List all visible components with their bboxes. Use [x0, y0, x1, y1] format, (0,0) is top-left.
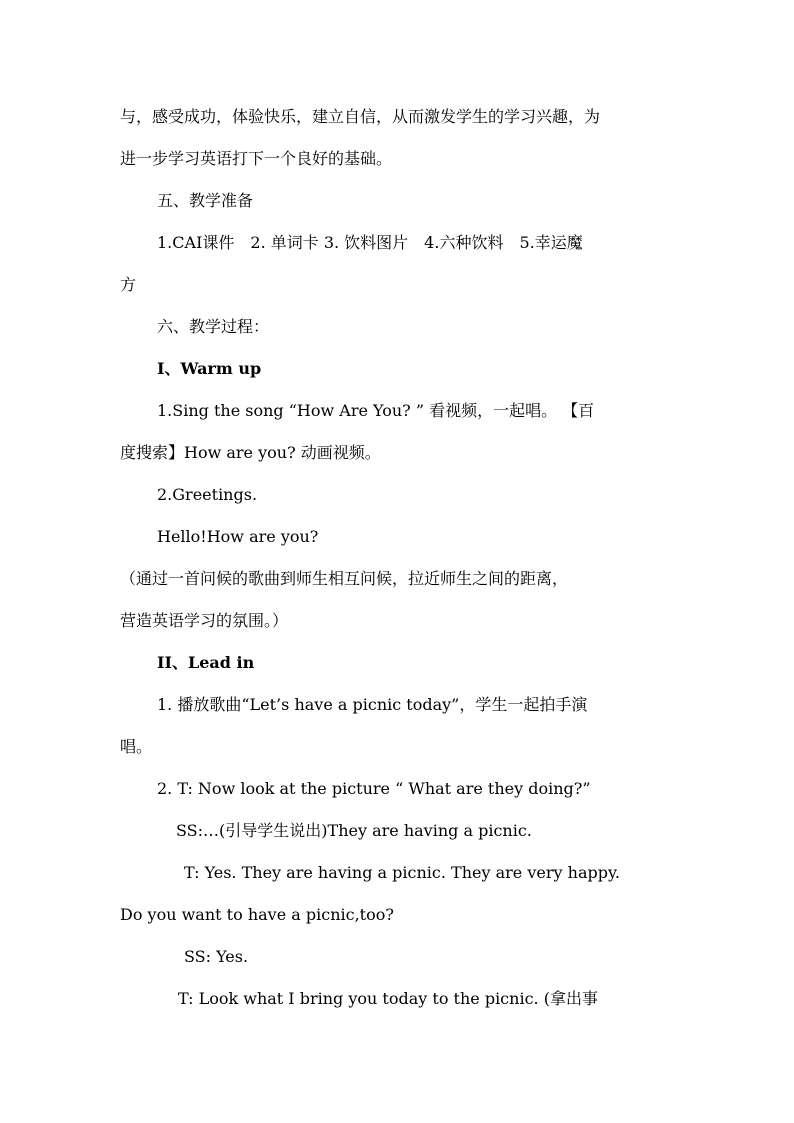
dialogue-line: SS:…(引导学生说出)They are having a picnic. — [176, 821, 532, 840]
subsection-heading: II、Lead in — [157, 653, 255, 672]
text-line: 2.Greetings. — [157, 485, 258, 504]
subsection-heading: I、Warm up — [157, 359, 262, 378]
dialogue-line: T: Yes. They are having a picnic. They are very happy. — [184, 863, 620, 882]
section-heading: 五、教学准备 — [157, 191, 254, 210]
text-line: 方 — [120, 275, 137, 294]
text-line: 营造英语学习的氛围。） — [120, 611, 289, 630]
dialogue-line: T: Look what I bring you today to the picnic. (拿出事 — [178, 989, 598, 1008]
text-line: 唱。 — [120, 737, 153, 756]
text-line: 度搜索】How are you? 动画视频。 — [120, 443, 381, 462]
text-line: （通过一首问候的歌曲到师生相互问候，拉近师生之间的距离， — [120, 569, 569, 588]
text-line: 与，感受成功，体验快乐，建立自信，从而激发学生的学习兴趣，为 — [120, 107, 601, 126]
text-line: 进一步学习英语打下一个良好的基础。 — [120, 149, 393, 168]
text-line: 2. T: Now look at the picture “ What are they doing?” — [157, 779, 591, 798]
text-line: 1.Sing the song “How Are You? ” 看视频，一起唱。 【百 — [157, 401, 595, 420]
text-line: 1.CAI课件 2. 单词卡 3. 饮料图片 4.六种饮料 5.幸运魔 — [157, 233, 583, 252]
section-heading: 六、教学过程： — [157, 317, 270, 336]
text-line: 1. 播放歌曲“Let’s have a picnic today”，学生一起拍手演 — [157, 695, 588, 714]
dialogue-line: Do you want to have a picnic,too? — [120, 905, 394, 924]
text-line: Hello!How are you? — [157, 527, 319, 546]
dialogue-line: SS: Yes. — [184, 947, 249, 966]
